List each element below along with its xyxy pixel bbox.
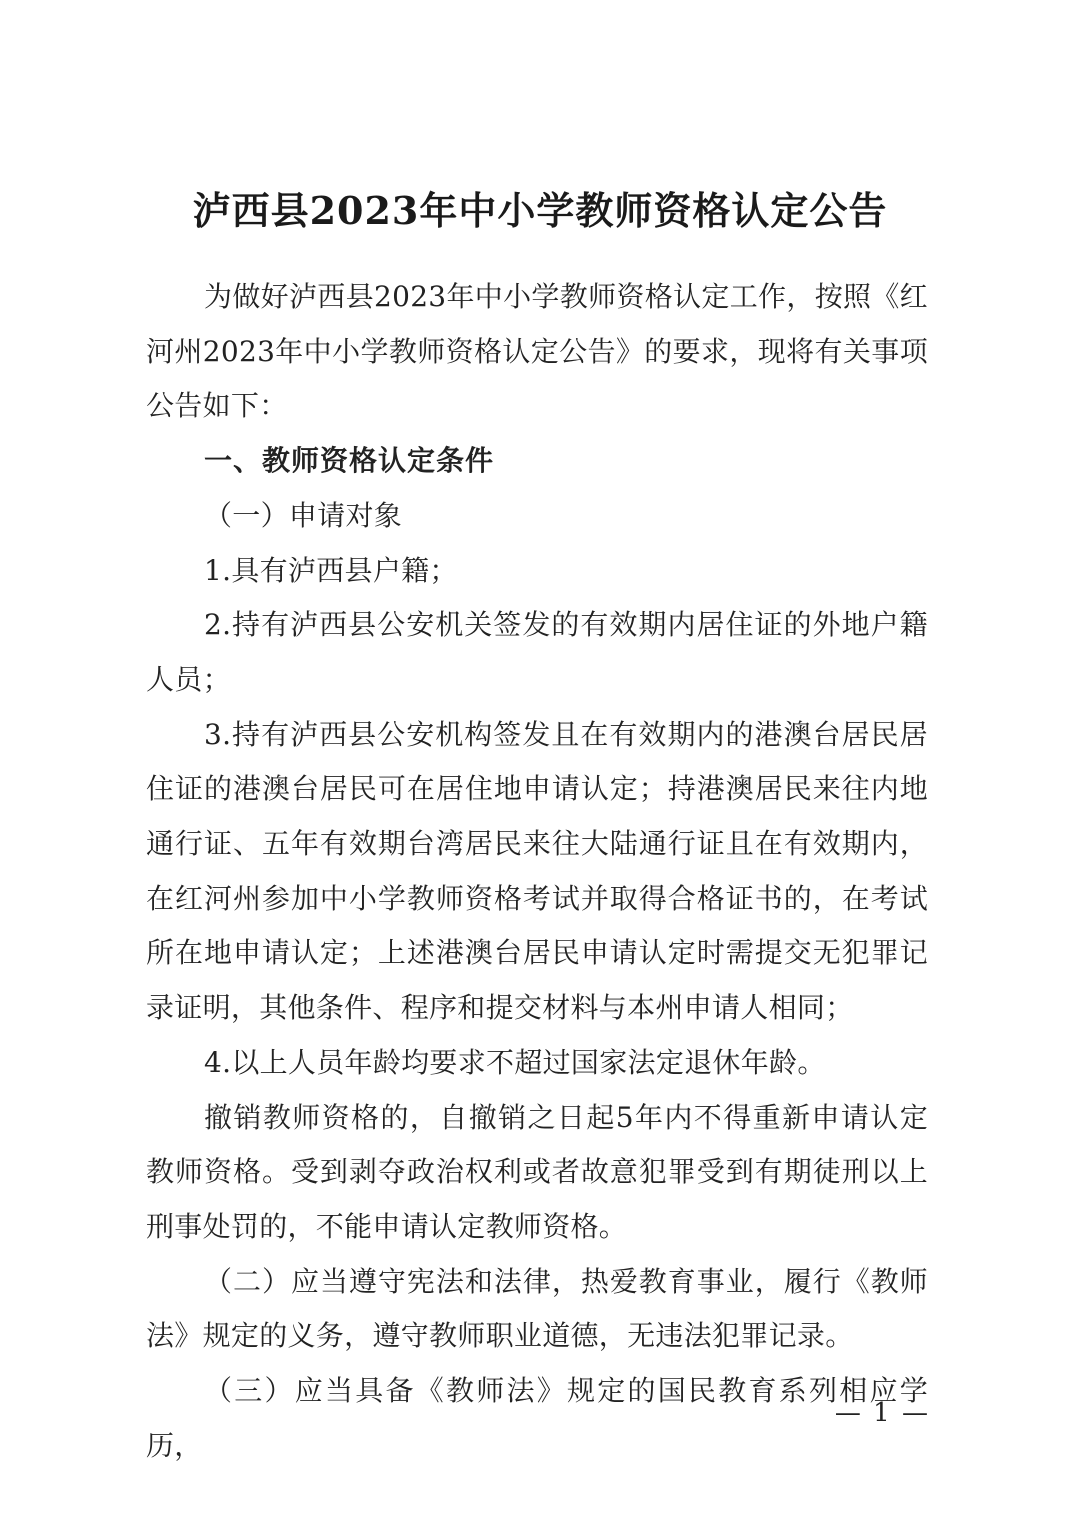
subheading-applicants: （一）申请对象 (204, 498, 403, 532)
list-item-1: 1.具有泸西县户籍； (204, 553, 458, 587)
paragraph-intro: 为做好泸西县2023年中小学教师资格认定工作，按照《红河州2023年中小学教师资格认定公告》的要求，现将有关事项公告如下： (146, 280, 928, 423)
document-body (146, 270, 928, 1473)
paragraph-condition-3: （三）应当具备《教师法》规定的国民教育系列相应学历， (146, 1374, 928, 1462)
list-item-4: 4.以上人员年龄均要求不超过国家法定退休年龄。 (204, 1045, 826, 1079)
document-title: 泸西县2023年中小学教师资格认定公告 (192, 188, 888, 234)
paragraph-revocation: 撤销教师资格的，自撤销之日起5年内不得重新申请认定教师资格。受到剥夺政治权利或者故意犯罪受到有期徒刑以上刑事处罚的，不能申请认定教师资格。 (146, 1100, 928, 1243)
paragraph-condition-2: （二）应当遵守宪法和法律，热爱教育事业，履行《教师法》规定的义务，遵守教师职业道德，无违法犯罪记录。 (146, 1264, 928, 1353)
list-item-2: 2.持有泸西县公安机关签发的有效期内居住证的外地户籍人员； (146, 608, 928, 696)
section-heading-conditions: 一、教师资格认定条件 (204, 444, 495, 478)
page-number: — 1 — (834, 1398, 930, 1428)
list-item-3: 3.持有泸西县公安机构签发且在有效期内的港澳台居民居住证的港澳台居民可在居住地申请认定；持港澳居民来往内地通行证、五年有效期台湾居民来往大陆通行证且在有效期内，在红河州参加中小学教师资格考试并取得合格证书的，在考试所在地申请认定；上述港澳台居民申请认定时需提交无犯罪记录证明，其他条件、程序和提交材料与本州申请人相同； (146, 717, 928, 1025)
